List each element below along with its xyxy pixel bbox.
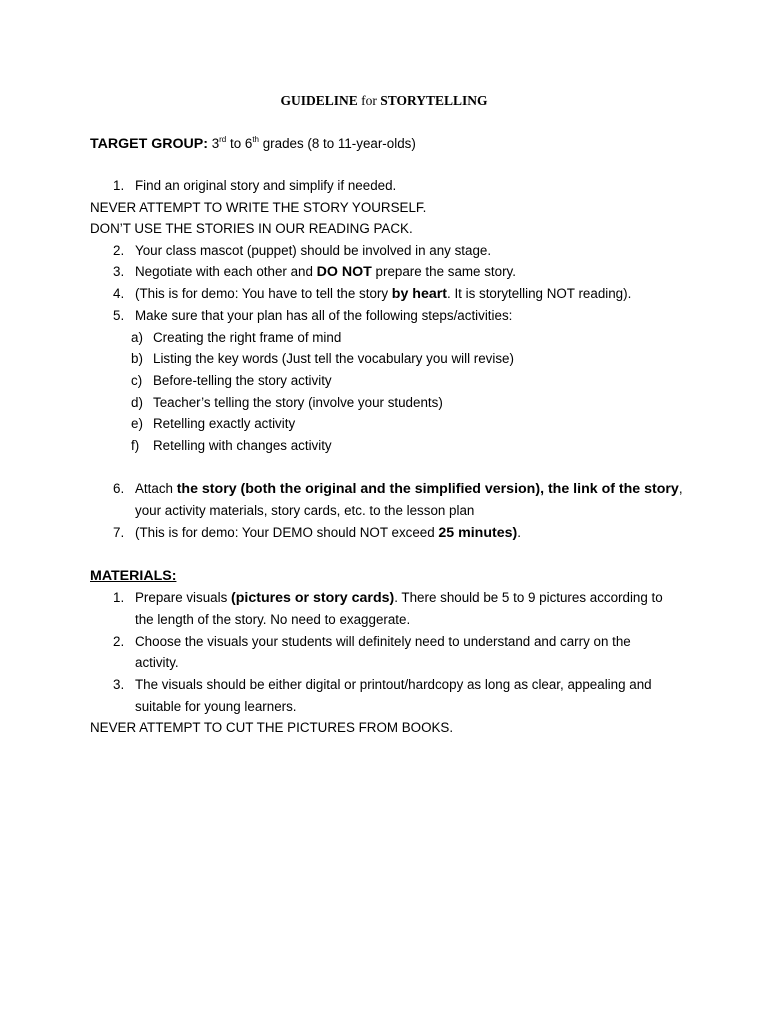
item-7-text [135,524,521,542]
materials-1-number: 1. [113,590,125,605]
item-7-pre: (This is for demo: Your DEMO should NOT exceed [135,525,439,540]
sub-item-c-letter: c) [131,373,143,388]
target-group-pre: 3 [207,136,220,151]
item-2-text: Your class mascot (puppet) should be involved in any stage. [135,243,492,258]
item-4-pre: (This is for demo: You have to tell the story [135,286,392,301]
sub-item-f-letter: f) [131,438,140,453]
item-4-number: 4. [113,286,125,301]
target-group-line [90,135,416,153]
title-part-guideline: GUIDELINE [280,93,358,108]
target-group-sup-rd: rd [219,134,227,144]
item-4-bold: by heart [391,286,447,302]
materials-3-number: 3. [113,677,125,692]
sub-item-b-letter: b) [131,351,143,366]
sub-item-c-text: Before-telling the story activity [153,373,332,388]
materials-1-post: . There should be 5 to 9 pictures according to [394,590,663,605]
target-group-post: grades (8 to 11-year-olds) [259,136,416,151]
item-7-number: 7. [113,525,125,540]
item-6-bold: the story (both the original and the simplified version), the link of the story [176,481,679,497]
sub-item-a-text: Creating the right frame of mind [153,330,342,345]
materials-2-number: 2. [113,634,125,649]
materials-2-line2: activity. [135,655,179,670]
item-6-number: 6. [113,481,125,496]
item-6-pre: Attach [135,481,177,496]
sub-item-f-text: Retelling with changes activity [153,438,332,453]
note-never-cut: NEVER ATTEMPT TO CUT THE PICTURES FROM BOOKS. [90,720,454,735]
materials-1-pre: Prepare visuals [135,590,232,605]
title-part-storytelling: STORYTELLING [380,93,488,108]
item-6-post: , [678,481,683,496]
item-4-post: . It is storytelling NOT reading). [447,286,632,301]
materials-1-text [135,589,663,607]
item-5-text: Make sure that your plan has all of the following steps/activities: [135,308,513,323]
item-1-number: 1. [113,178,125,193]
document-title [0,93,768,109]
item-1-text: Find an original story and simplify if needed. [135,178,397,193]
materials-3-line2: suitable for young learners. [135,699,297,714]
target-group-label: TARGET GROUP: [90,136,208,152]
title-part-for: for [357,93,381,108]
sub-item-b-text: Listing the key words (Just tell the vocabulary you will revise) [153,351,514,366]
target-group-sup-th: th [252,134,259,144]
item-4-text [135,285,631,303]
item-3-post: prepare the same story. [371,264,516,279]
materials-2-line1: Choose the visuals your students will definitely need to understand and carry on the [135,634,631,649]
sub-item-e-letter: e) [131,416,143,431]
sub-item-a-letter: a) [131,330,143,345]
item-6-text [135,480,683,498]
sub-item-d-letter: d) [131,395,143,410]
materials-3-line1: The visuals should be either digital or printout/hardcopy as long as clear, appealing and [135,677,652,692]
item-7-bold: 25 minutes) [438,525,518,541]
note-never-write: NEVER ATTEMPT TO WRITE THE STORY YOURSELF. [90,200,427,215]
materials-heading: MATERIALS: [90,568,177,584]
sub-item-e-text: Retelling exactly activity [153,416,296,431]
item-2-number: 2. [113,243,125,258]
note-dont-use: DON’T USE THE STORIES IN OUR READING PACK. [90,221,413,236]
item-3-bold: DO NOT [316,264,372,280]
item-6-line2: your activity materials, story cards, etc. to the lesson plan [135,503,475,518]
materials-1-bold: (pictures or story cards) [231,590,395,606]
item-3-number: 3. [113,264,125,279]
sub-item-d-text: Teacher’s telling the story (involve your students) [153,395,443,410]
item-3-pre: Negotiate with each other and [135,264,317,279]
item-7-post: . [517,525,521,540]
item-5-number: 5. [113,308,125,323]
materials-1-line2: the length of the story. No need to exaggerate. [135,612,411,627]
item-3-text [135,263,516,281]
target-group-mid: to 6 [226,136,253,151]
